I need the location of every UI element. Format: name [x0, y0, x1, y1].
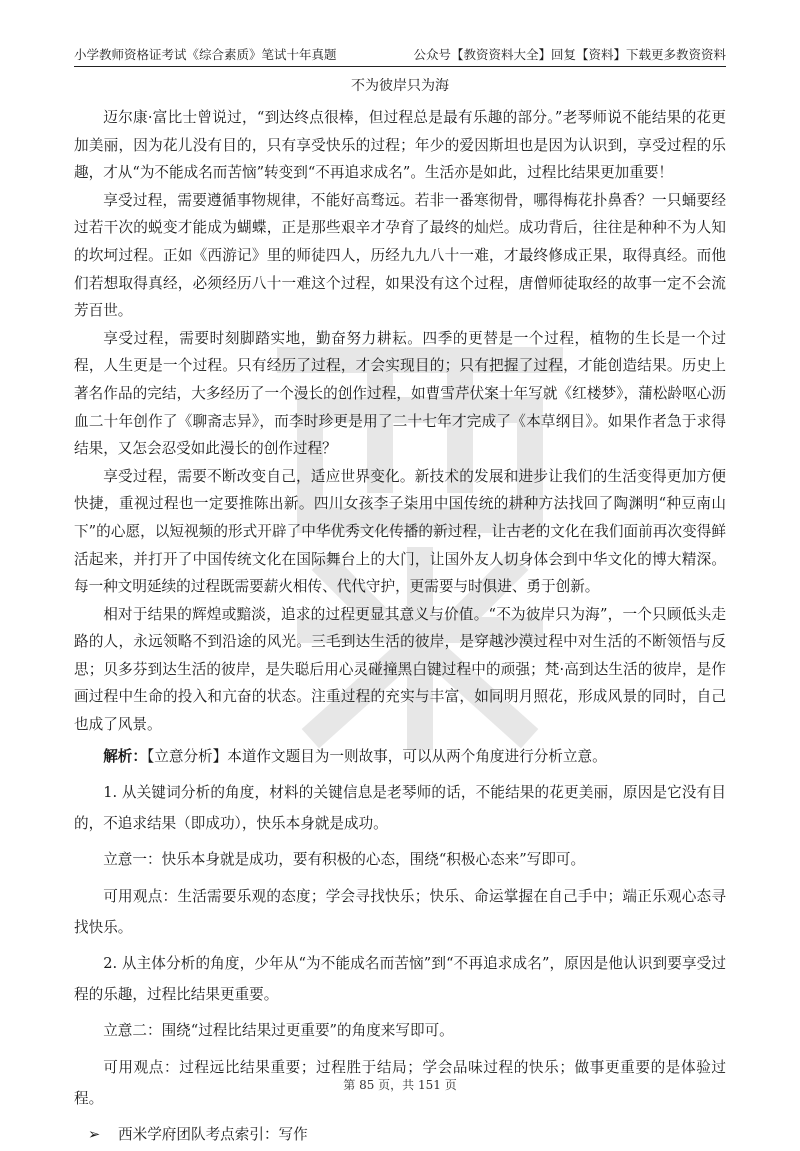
- essay-paragraph: 享受过程，需要时刻脚踏实地，勤奋努力耕耘。四季的更替是一个过程，植物的生长是一个过程，人生更是一个过程。只有经历了过程，才会实现目的；只有把握了过程，才能创造结果。历史上著名作品的完结，大多经历了一个漫长的创作过程，如曹雪芹伏案十年写就《红楼梦》，蒲松龄呕心沥血二十年创作了《聊斋志异》，而李时珍更是用了二十七年才完成了《本草纲目》。如果作者急于求得结果，又怎会忍受如此漫长的创作过程？: [74, 329, 726, 458]
- arrow-bullet-icon: ➢: [88, 1126, 101, 1144]
- essay-paragraph: 享受过程，需要不断改变自己，适应世界变化。新技术的发展和进步让我们的生活变得更加方便快捷，重视过程也一定要推陈出新。四川女孩李子柒用中国传统的耕种方法找回了陶渊明“种豆南山下”的心愿，以短视频的形式开辟了中华优秀文化传播的新过程，让古老的文化在我们面前再次变得鲜活起来，并打开了中国传统文化在国际舞台上的大门，让国外友人切身体会到中华文化的博大精深。每一种文明延续的过程既需要薪火相传、代代守护，更需要与时俱进、勇于创新。: [74, 467, 726, 596]
- essay-paragraph: 迈尔康·富比士曾说过，“到达终点很棒，但过程总是最有乐趣的部分。”老琴师说不能结果的花更加美丽，因为花儿没有目的，只有享受快乐的过程；年少的爱因斯坦也是因为认识到，享受过程的乐趣，才从“为不能成名而苦恼”转变到“不再追求成名”。生活亦是如此，过程比结果更加重要！: [74, 109, 726, 182]
- analysis-label: 解析：: [103, 747, 147, 765]
- analysis-idea-2: 立意二：围绕“过程比结果过更重要”的角度来写即可。: [103, 1022, 454, 1040]
- essay-body: [74, 104, 726, 739]
- essay-title: 不为彼岸只为海: [351, 78, 449, 94]
- header-right-text: 公众号【教资资料大全】回复【资料】下载更多教资资料: [413, 47, 726, 62]
- analysis-views-2: 可用观点：过程远比结果重要；过程胜于结局；学会品味过程的快乐；做事更重要的是体验过程。: [74, 1059, 726, 1107]
- header-left-text: 小学教师资格证考试《综合素质》笔试十年真题: [74, 47, 337, 62]
- analysis-point-2: 2. 从主体分析的角度，少年从“为不能成名而苦恼”到“不再追求成名”，原因是他认识到要享受过程的乐趣，过程比结果更重要。: [74, 955, 726, 1003]
- page-header: [74, 44, 726, 67]
- essay-paragraph: 相对于结果的辉煌或黯淡，追求的过程更显其意义与价值。“不为彼岸只为海”，一个只顾低头走路的人，永远领略不到沿途的风光。三毛到达生活的彼岸，是穿越沙漠过程中对生活的不断领悟与反思；贝多芬到达生活的彼岸，是失聪后用心灵碰撞黑白键过程中的顽强；梵·高到达生活的彼岸，是作画过程中生命的投入和亢奋的状态。注重过程的充实与丰富，如同明月照花，形成风景的同时，自己也成了风景。: [74, 605, 726, 734]
- analysis-index: [74, 1120, 726, 1151]
- analysis-index-text: 西米学府团队考点索引：写作: [118, 1126, 308, 1144]
- analysis-intro-text: 【立意分析】本道作文题目为一则故事，可以从两个角度进行分析立意。: [146, 747, 607, 765]
- essay-paragraph: 享受过程，需要遵循事物规律，不能好高骛远。若非一番寒彻骨，哪得梅花扑鼻香？一只蛹要经过若干次的蜕变才能成为蝴蝶，正是那些艰辛才孕育了最终的灿烂。成功背后，往往是种种不为人知的坎坷过程。正如《西游记》里的师徒四人，历经九九八十一难，才最终修成正果，取得真经。而他们若想取得真经，必须经历八十一难这个过程，如果没有这个过程，唐僧师徒取经的故事一定不会流芳百世。: [74, 191, 726, 320]
- analysis-point-1: 1. 从关键词分析的角度，材料的关键信息是老琴师的话，不能结果的花更美丽，原因是它没有目的，不追求结果（即成功），快乐本身就是成功。: [74, 784, 726, 832]
- page-number: 第 85 页，共 151 页: [343, 1078, 457, 1092]
- analysis-idea-1: 立意一：快乐本身就是成功，要有积极的心态，围绕“积极心态来”写即可。: [103, 851, 586, 869]
- analysis-intro: [74, 742, 726, 773]
- page-content: [74, 104, 726, 1151]
- analysis-views-1: 可用观点：生活需要乐观的态度；学会寻找快乐；快乐、命运掌握在自己手中；端正乐观心态寻找快乐。: [74, 888, 726, 936]
